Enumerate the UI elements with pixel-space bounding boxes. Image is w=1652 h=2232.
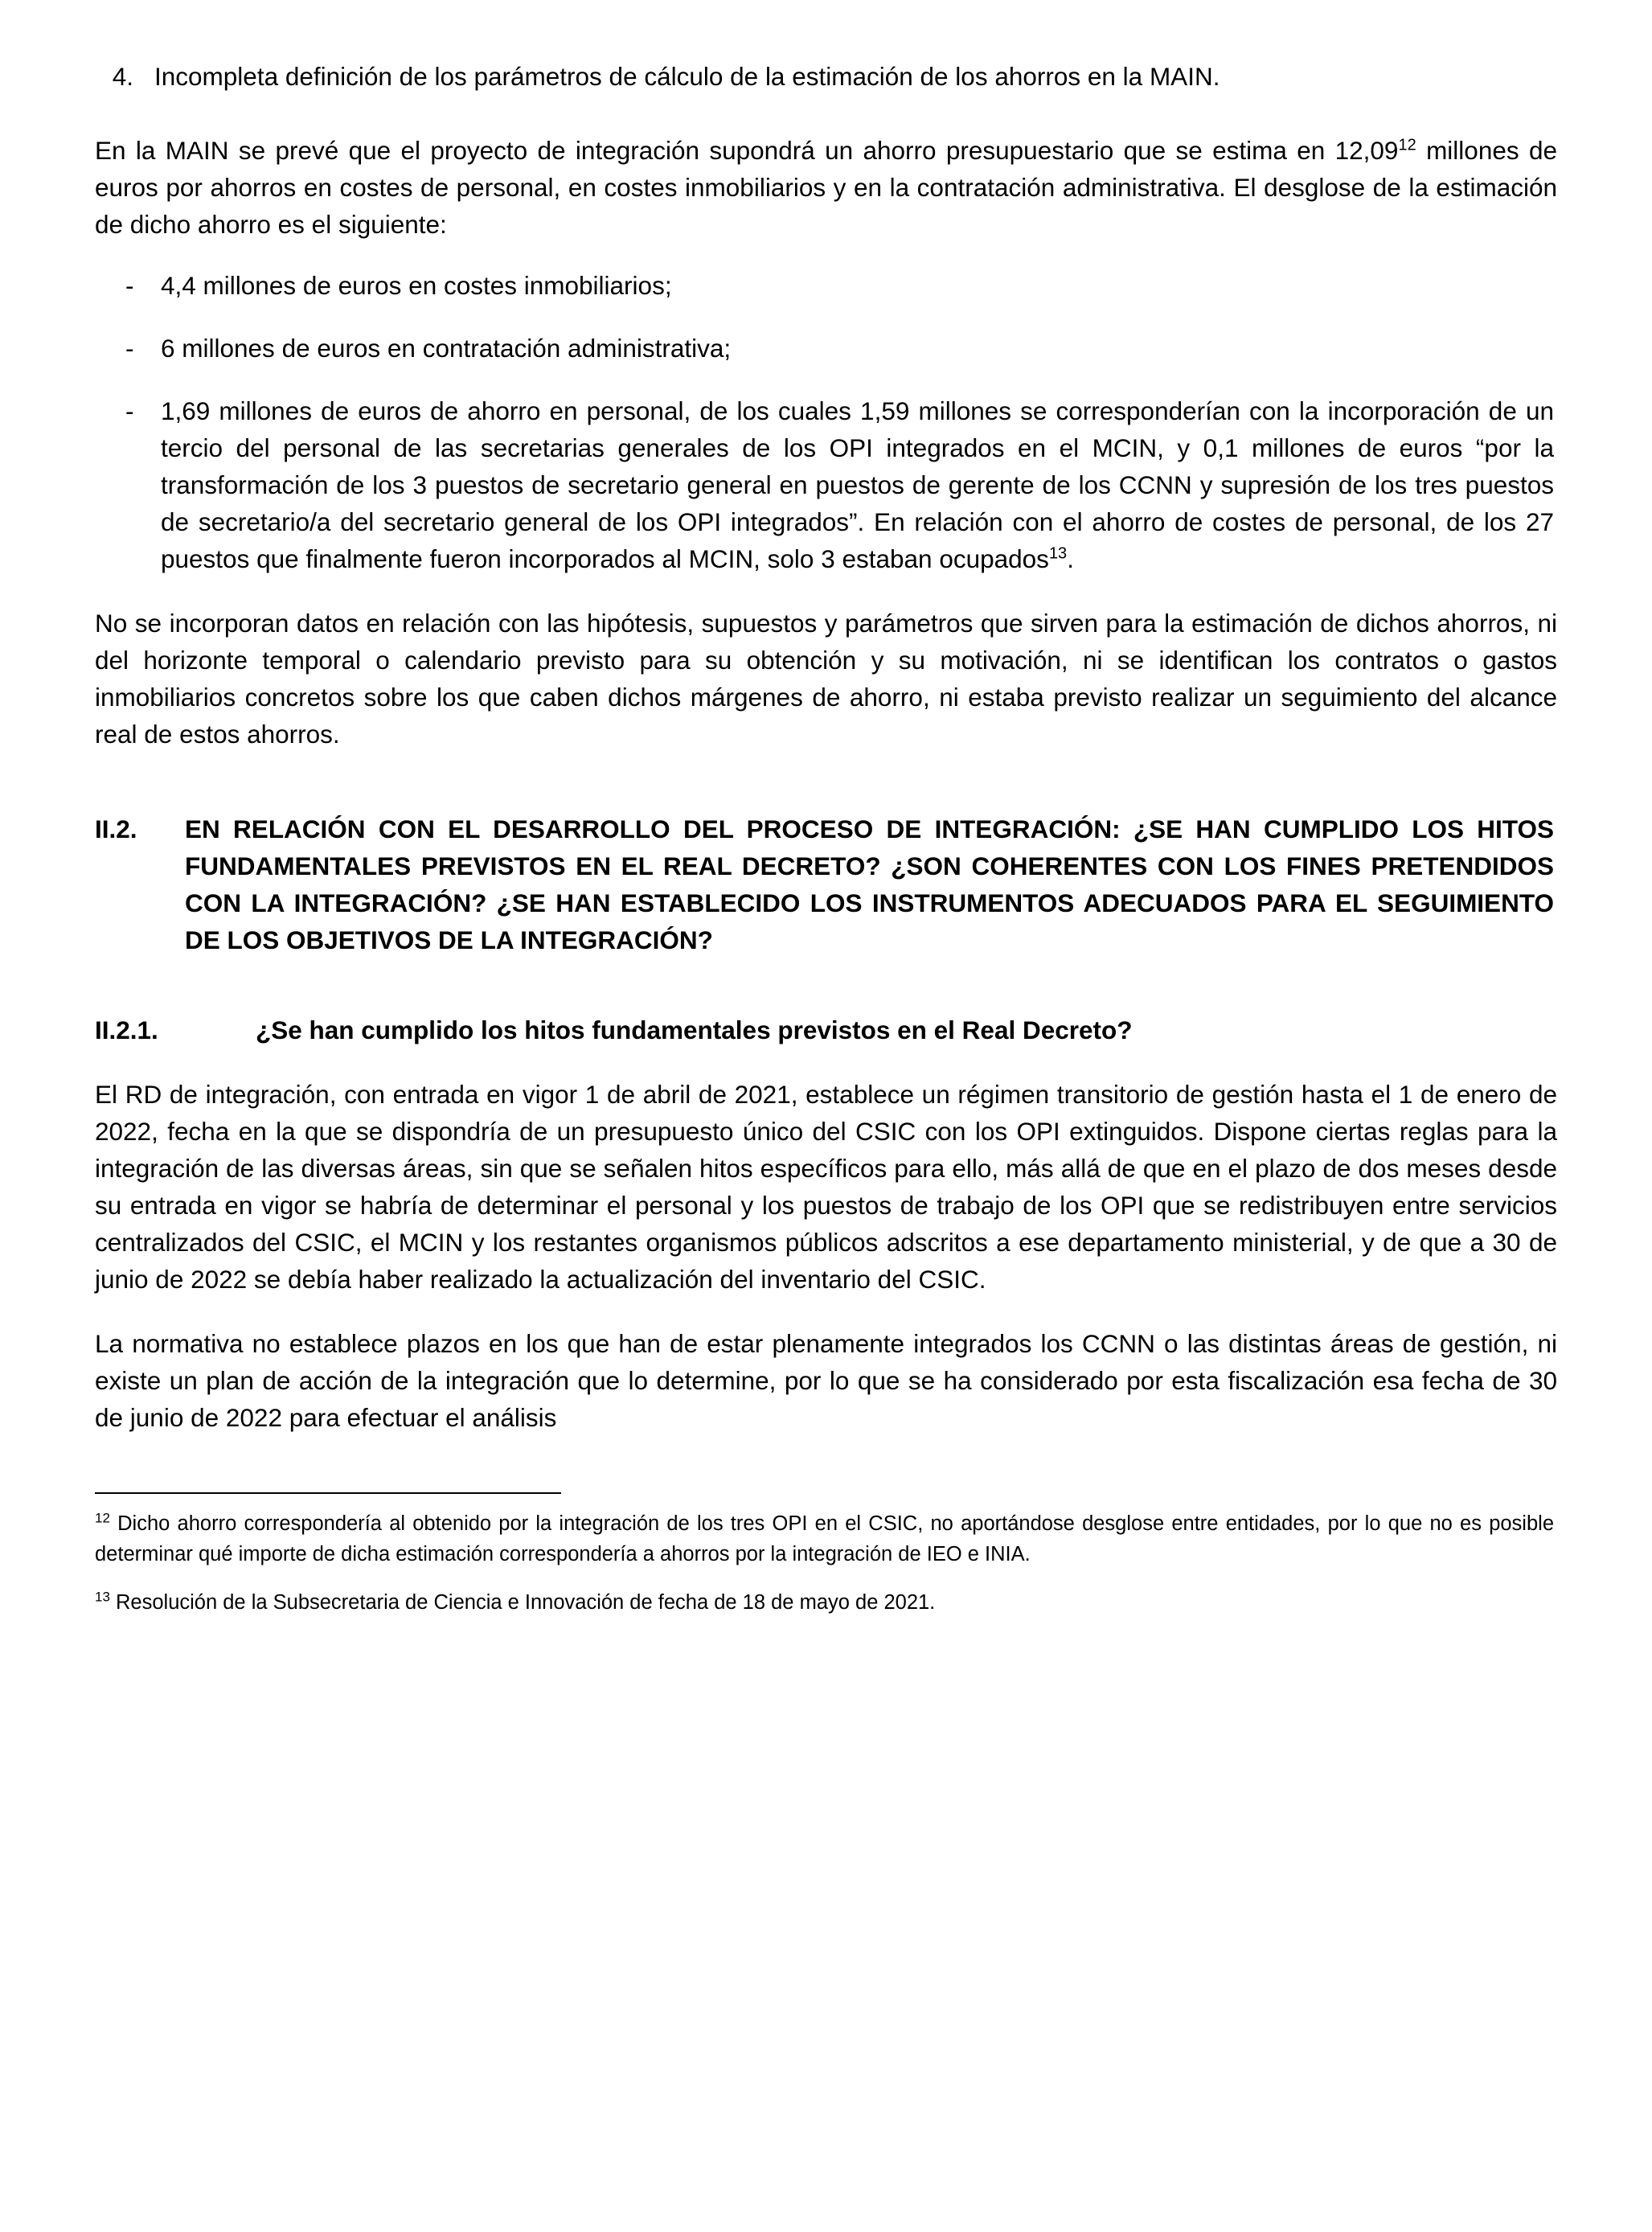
dash-text-part-b: . [1067,544,1074,573]
paragraph-no-data: No se incorporan datos en relación con las hipótesis, supuestos y parámetros que sirven para la estimación de dichos ahorros, ni del horizonte temporal o calendario previsto para su obtención y su motivación, ni se identifican los contratos o gastos inmobiliarios concretos sobre los que caben dichos márgenes de ahorro, ni estaba previsto realizar un seguimiento del alcance real de estos ahorros. [95,609,1557,749]
paragraph-part-b: millones de euros por ahorros en costes de personal, en costes inmobiliarios y en la contratación administrativa. El desglose de la estimación de dicho ahorro es el siguiente: [95,136,1557,239]
footnotes-section [95,1492,1557,1618]
list-marker: 4. [112,62,133,91]
footnote-12 [95,1508,1557,1569]
footnote-text: Resolución de la Subsecretaria de Ciencia e Innovación de fecha de 18 de mayo de 2021. [109,1591,936,1614]
footnote-separator [95,1492,561,1494]
numbered-item-text: Incompleta definición de los parámetros de cálculo de la estimación de los ahorros en la MAIN. [154,62,1220,91]
section-number: II.2. [95,814,137,843]
paragraph-part-a: En la MAIN se prevé que el proyecto de integración supondrá un ahorro presupuestario que se estima en 12,09 [95,136,1399,165]
section-title: EN RELACIÓN CON EL DESARROLLO DEL PROCESO DE INTEGRACIÓN: ¿SE HAN CUMPLIDO LOS HITOS FUNDAMENTALES PREVISTOS EN EL REAL DECRETO? ¿SON COHERENTES CON LOS FINES PRETENDIDOS CON LA INTEGRACIÓN? ¿SE HAN ESTABLECIDO LOS INSTRUMENTOS ADECUADOS PARA EL SEGUIMIENTO DE LOS OBJETIVOS DE LA INTEGRACIÓN? [185,814,1554,954]
subsection-title: ¿Se han cumplido los hitos fundamentales previstos en el Real Decreto? [256,1015,1133,1044]
footnote-13 [95,1587,1557,1618]
list-item [95,267,1557,304]
footnote-number: 13 [95,1589,110,1605]
dash-item-text: 4,4 millones de euros en costes inmobiliarios; [161,271,672,300]
paragraph-main-estimate [95,132,1557,243]
dash-item-text [161,392,1557,577]
footnote-text: Dicho ahorro correspondería al obtenido por la integración de los tres OPI en el CSIC, no aportándose desglose entre entidades, por lo que no es posible determinar qué importe de dicha estimación correspondería a ahorros por la integración de IEO e INIA. [95,1512,1554,1565]
footnote-number: 12 [95,1510,110,1526]
subsection-heading-ii-2-1 [95,1011,1557,1048]
footnote-ref-13: 13 [1048,544,1068,563]
dash-list [95,267,1557,577]
dash-text-part-a: 1,69 millones de euros de ahorro en personal, de los cuales 1,59 millones se corresponderían con la incorporación de un tercio del personal de las secretarias generales de los OPI integrados en el MCIN, y 0,1 millones de euros “por la transformación de los 3 puestos de secretario general en puestos de gerente de los CCNN y supresión de los tres puestos de secretario/a del secretario general de los OPI integrados”. En relación con el ahorro de costes de personal, de los 27 puestos que finalmente fueron incorporados al MCIN, solo 3 estaban ocupados [161,396,1554,573]
dash-marker: - [125,334,134,363]
subsection-number: II.2.1. [95,1015,158,1044]
footnote-ref-12: 12 [1398,136,1416,154]
paragraph-normativa: La normativa no establece plazos en los que han de estar plenamente integrados los CCNN o las distintas áreas de gestión, ni existe un plan de acción de la integración que lo determine, por lo que se ha considerado por esta fiscalización esa fecha de 30 de junio de 2022 para efectuar el análisis [95,1329,1557,1432]
dash-marker: - [125,396,134,425]
list-item [95,330,1557,367]
section-heading-ii-2 [95,810,1557,958]
numbered-list-item [95,58,1557,95]
list-item [95,392,1557,577]
dash-marker: - [125,271,134,300]
dash-item-text: 6 millones de euros en contratación administrativa; [161,334,732,363]
paragraph-rd-integracion: El RD de integración, con entrada en vigor 1 de abril de 2021, establece un régimen transitorio de gestión hasta el 1 de enero de 2022, fecha en la que se dispondría de un presupuesto único del CSIC con los OPI extinguidos. Dispone ciertas reglas para la integración de las diversas áreas, sin que se señalen hitos específicos para ello, más allá de que en el plazo de dos meses desde su entrada en vigor se habría de determinar el personal y los puestos de trabajo de los OPI que se redistribuyen entre servicios centralizados del CSIC, el MCIN y los restantes organismos públicos adscritos a ese departamento ministerial, y de que a 30 de junio de 2022 se debía haber realizado la actualización del inventario del CSIC. [95,1080,1557,1294]
